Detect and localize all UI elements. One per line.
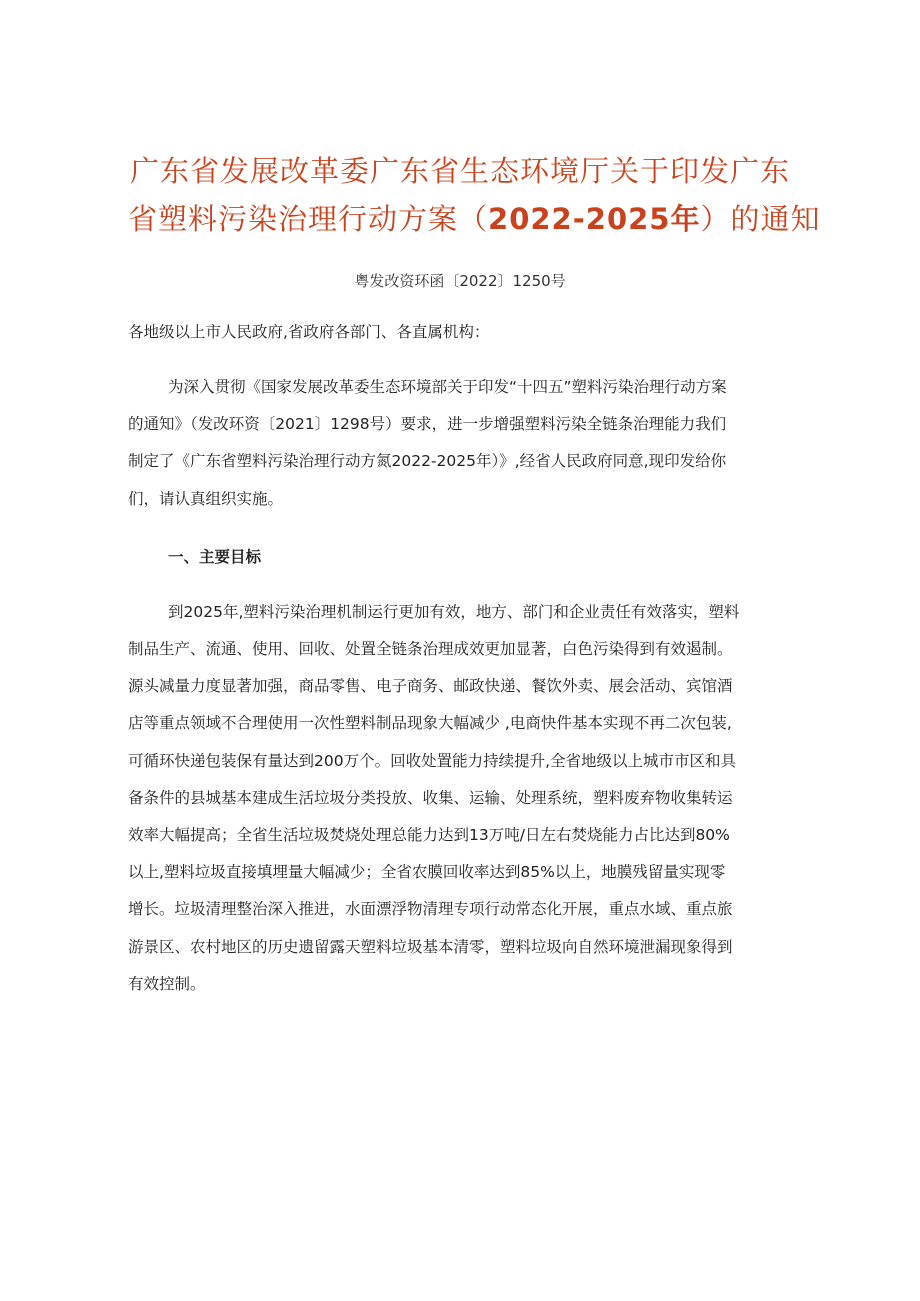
title-line-2-prefix: 省塑料污染治理行动方案（ [128,202,489,236]
title-line-1: 广东省发展改革委广东省生态环境厅关于印发广东 [129,154,790,188]
section-heading-main-goals: 一、主要目标 [168,547,262,566]
document-title [128,150,821,240]
goals-line: 源头减量力度显著加强，商品零售、电子商务、邮政快递、餐饮外卖、展会活动、宾馆酒 [128,677,733,696]
goals-line: 游景区、农村地区的历史遗留露天塑料垃圾基本清零，塑料垃圾向自然环境泄漏现象得到 [128,937,733,956]
intro-line: 制定了《广东省塑料污染治理行动方氮2022-2025年）》,经省人民政府同意,现印发给你 [128,452,727,471]
goals-line: 以上,塑料垃圾直接填埋量大幅减少；全省农膜回收率达到85%以上，地膜残留量实现零 [128,863,726,882]
title-line-2-suffix: ）的通知 [700,202,821,236]
intro-line: 为深入贯彻《国家发展改革委生态环境部关于印发“十四五”塑料污染治理行动方案 [168,378,727,396]
goals-line: 效率大幅提高；全省生活垃圾焚烧处理总能力达到13万吨/日左右焚烧能力占比达到80% [128,826,730,845]
goals-line: 制品生产、流通、使用、回收、处置全链条治理成效更加显著，白色污染得到有效遏制。 [128,640,733,659]
goals-line: 有效控制。 [128,974,206,993]
intro-paragraph [128,369,792,518]
intro-line: 的通知》（发改环资〔2021〕1298号）要求，进一步增强塑料污染全链条治理能力我们 [128,415,727,434]
title-year-range: 2022-2025年 [488,202,701,236]
goals-line: 增长。垃圾清理整治深入推进，水面漂浮物清理专项行动常态化开展，重点水域、重点旅 [128,900,733,919]
document-number: 粤发改资环函〔2022〕1250号 [354,272,566,290]
intro-line: 们，请认真组织实施。 [128,489,284,508]
salutation: 各地级以上市人民政府,省政府各部门、各直属机构： [128,323,490,341]
goals-line: 可循环快递包装保有量达到200万个。回收处置能力持续提升,全省地级以上城市市区和具 [128,751,737,770]
goals-line: 店等重点领域不合理使用一次性塑料制品现象大幅减少 ,电商快件基本实现不再二次包装, [128,714,732,733]
goals-paragraph [128,594,792,1003]
goals-line: 到2025年,塑料污染治理机制运行更加有效，地方、部门和企业责任有效落实，塑料 [168,602,740,621]
goals-line: 备条件的县城基本建成生活垃圾分类投放、收集、运输、处理系统，塑料废弃物收集转运 [128,788,733,807]
title-line-2 [128,198,821,240]
